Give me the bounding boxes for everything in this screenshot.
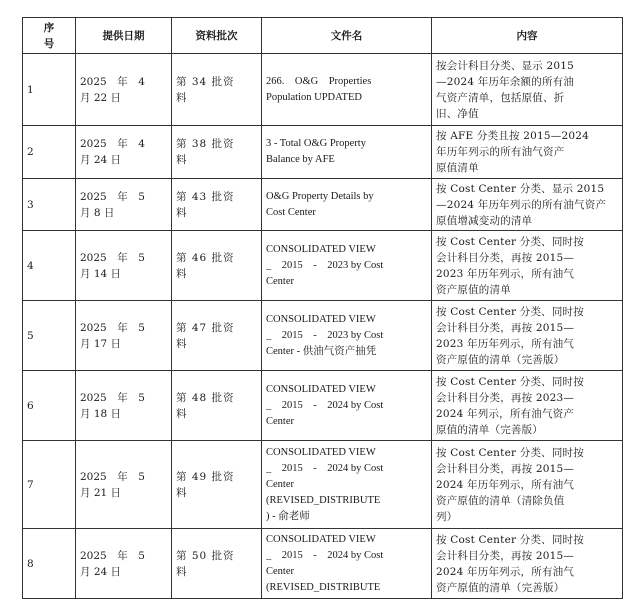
row-content: 按 Cost Center 分类、同时按 会计科目分类，再按 2015— 2024 年历年列示，所有油气 资产原值的清单（完善版） bbox=[432, 529, 623, 599]
row-provided-date: 2025 年 5 月 8 日 bbox=[76, 179, 172, 231]
row-data-batch: 第 47 批资 料 bbox=[172, 301, 262, 371]
table-row bbox=[23, 371, 623, 441]
row-serial-number: 6 bbox=[23, 371, 76, 441]
row-serial-number: 8 bbox=[23, 529, 76, 599]
row-file-name: CONSOLIDATED VIEW _ 2015 - 2023 by Cost Center - 供油气资产抽凭 bbox=[262, 301, 432, 371]
row-file-name: 266. O&G Properties Population UPDATED bbox=[262, 54, 432, 126]
row-data-batch: 第 49 批资 料 bbox=[172, 441, 262, 529]
header-provided-date: 提供日期 bbox=[76, 18, 172, 54]
row-provided-date: 2025 年 4 月 22 日 bbox=[76, 54, 172, 126]
table-row bbox=[23, 301, 623, 371]
table-row bbox=[23, 441, 623, 529]
row-content: 按 Cost Center 分类、同时按 会计科目分类，再按 2023— 2024 年列示，所有油气资产 原值的清单（完善版） bbox=[432, 371, 623, 441]
table-row bbox=[23, 179, 623, 231]
document-list-table bbox=[22, 17, 623, 599]
row-file-name: CONSOLIDATED VIEW _ 2015 - 2023 by Cost Center bbox=[262, 231, 432, 301]
row-file-name: O&G Property Details by Cost Center bbox=[262, 179, 432, 231]
row-content: 按 Cost Center 分类、同时按 会计科目分类，再按 2015— 2023 年历年列示，所有油气 资产原值的清单（完善版） bbox=[432, 301, 623, 371]
row-provided-date: 2025 年 5 月 17 日 bbox=[76, 301, 172, 371]
row-data-batch: 第 50 批资 料 bbox=[172, 529, 262, 599]
row-serial-number: 4 bbox=[23, 231, 76, 301]
header-data-batch: 资料批次 bbox=[172, 18, 262, 54]
header-file-name: 文件名 bbox=[262, 18, 432, 54]
table-row bbox=[23, 54, 623, 126]
table-row bbox=[23, 126, 623, 179]
row-provided-date: 2025 年 5 月 14 日 bbox=[76, 231, 172, 301]
row-serial-number: 7 bbox=[23, 441, 76, 529]
row-data-batch: 第 48 批资 料 bbox=[172, 371, 262, 441]
row-file-name: CONSOLIDATED VIEW _ 2015 - 2024 by Cost Center bbox=[262, 371, 432, 441]
row-provided-date: 2025 年 4 月 24 日 bbox=[76, 126, 172, 179]
row-data-batch: 第 43 批资 料 bbox=[172, 179, 262, 231]
row-content: 按 AFE 分类且按 2015—2024 年历年列示的所有油气资产 原值清单 bbox=[432, 126, 623, 179]
row-content: 按 Cost Center 分类、同时按 会计科目分类，再按 2015— 2024 年历年列示，所有油气 资产原值的清单（清除负值 列） bbox=[432, 441, 623, 529]
row-content: 按会计科目分类、显示 2015 —2024 年历年余额的所有油 气资产清单，包括原值、折 旧、净值 bbox=[432, 54, 623, 126]
row-file-name: CONSOLIDATED VIEW _ 2015 - 2024 by Cost Center (REVISED_DISTRIBUTE bbox=[262, 529, 432, 599]
table-row bbox=[23, 231, 623, 301]
row-data-batch: 第 38 批资 料 bbox=[172, 126, 262, 179]
row-serial-number: 2 bbox=[23, 126, 76, 179]
table-row bbox=[23, 529, 623, 599]
row-serial-number: 1 bbox=[23, 54, 76, 126]
row-provided-date: 2025 年 5 月 18 日 bbox=[76, 371, 172, 441]
row-serial-number: 5 bbox=[23, 301, 76, 371]
header-content: 内容 bbox=[432, 18, 623, 54]
row-file-name: CONSOLIDATED VIEW _ 2015 - 2024 by Cost Center (REVISED_DISTRIBUTE ) - 俞老师 bbox=[262, 441, 432, 529]
table-header-row bbox=[23, 18, 623, 54]
row-data-batch: 第 46 批资 料 bbox=[172, 231, 262, 301]
row-serial-number: 3 bbox=[23, 179, 76, 231]
row-content: 按 Cost Center 分类、显示 2015 —2024 年历年列示的所有油气资产 原值增减变动的清单 bbox=[432, 179, 623, 231]
row-data-batch: 第 34 批资 料 bbox=[172, 54, 262, 126]
header-serial-number: 序 号 bbox=[23, 18, 76, 54]
row-file-name: 3 - Total O&G Property Balance by AFE bbox=[262, 126, 432, 179]
row-content: 按 Cost Center 分类、同时按 会计科目分类，再按 2015— 2023 年历年列示，所有油气 资产原值的清单 bbox=[432, 231, 623, 301]
row-provided-date: 2025 年 5 月 21 日 bbox=[76, 441, 172, 529]
row-provided-date: 2025 年 5 月 24 日 bbox=[76, 529, 172, 599]
